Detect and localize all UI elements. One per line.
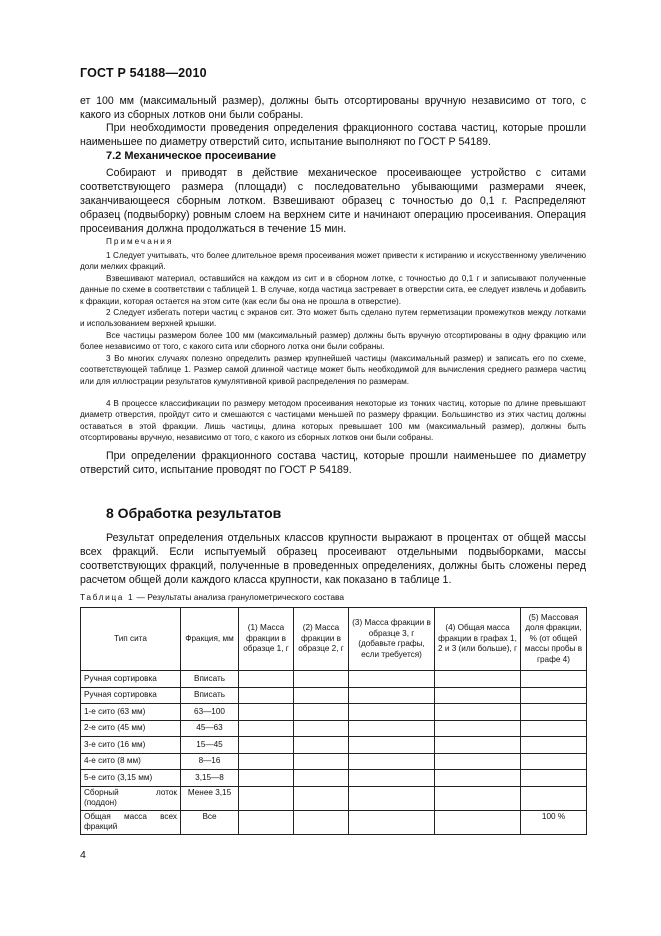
results-table	[80, 607, 587, 835]
cell-empty	[294, 810, 349, 834]
cell-sieve-type-line-1: Сборный лоток	[84, 787, 177, 797]
cell-empty	[349, 786, 435, 810]
table-row	[81, 786, 587, 810]
table-caption-text: — Результаты анализа гранулометрического состава	[134, 592, 344, 602]
cell-empty	[294, 687, 349, 704]
cell-empty	[435, 753, 521, 770]
cell-empty	[294, 720, 349, 737]
cell-fraction: 8—16	[181, 753, 239, 770]
paragraph-mechanical-sieving: Собирают и приводят в действие механическое просеивающее устройство с ситами соответствующего размера (площади) с последовательно убывающими размерами ячеек, заканчивающееся сборным лотком. Взвешивают образец с точностью до 0,1 г. Распределяют образец (подвыборку) ровным слоем на верхнем сите и начинают операцию просеивания. Операция просеивания должна продолжаться в течение 15 мин.	[80, 167, 586, 235]
cell-mass-fraction: 100 %	[521, 810, 587, 834]
header-mass-sample-2: (2) Масса фракции в образце 2, г	[294, 608, 349, 671]
cell-empty	[294, 753, 349, 770]
table-header-row	[81, 608, 587, 671]
table-caption	[80, 592, 344, 602]
cell-empty	[349, 770, 435, 787]
table-row	[81, 720, 587, 737]
cell-empty	[239, 786, 294, 810]
paragraph-results: Результат определения отдельных классов крупности выражают в процентах от общей массы всех фракций. Если испытуемый образец просеивают отдельными подвыборками, массы соответствующих фракций, полученные в проведенных определениях, должны быть сложены перед расчетом общей доли каждого класса крупности, как показано в таблице 1.	[80, 532, 586, 586]
cell-empty	[239, 687, 294, 704]
cell-fraction: Вписать	[181, 687, 239, 704]
cell-empty	[239, 753, 294, 770]
notes-heading: Примечания	[106, 237, 174, 246]
cell-sieve-type: 5-е сито (3,15 мм)	[81, 770, 181, 787]
header-mass-sample-1: (1) Масса фракции в образце 1, г	[239, 608, 294, 671]
header-total-mass: (4) Общая масса фракции в графах 1, 2 и 3 (или больше), г	[435, 608, 521, 671]
cell-sieve-type-line-2: фракций	[84, 822, 118, 831]
table-caption-prefix: Таблица 1	[80, 592, 135, 602]
paragraph-fine-fraction: При необходимости проведения определения фракционного состава частиц, которые прошли наименьшее по диаметру отверстий сито, испытание выполняют по ГОСТ Р 54189.	[80, 122, 586, 148]
cell-mass-fraction	[521, 671, 587, 688]
cell-sieve-type: 3-е сито (16 мм)	[81, 737, 181, 754]
header-sieve-type: Тип сита	[81, 608, 181, 671]
section-title-8: 8 Обработка результатов	[106, 505, 282, 521]
note-1: 1 Следует учитывать, что более длительное время просеивания может привести к истиранию и искусственному увеличению доли мелких фракций.	[80, 251, 586, 272]
cell-empty	[294, 671, 349, 688]
cell-empty	[239, 770, 294, 787]
note-2-continued: Все частицы размером более 100 мм (максимальный размер) должны быть вручную отсортированы в одну фракцию или более независимо от того, с какого сита или сборного лотка они были собраны.	[80, 331, 586, 352]
document-header: ГОСТ Р 54188—2010	[80, 66, 207, 80]
note-4: 4 В процессе классификации по размеру методом просеивания некоторые из тонких частиц, которые по длине превышают диаметр отверстия, пройдут сито и смешаются с частицами меньшей по размеру фракции. Большинство из этих частиц должны оставаться в этой фракции. Лишь частицы, длина которых превышает 100 мм (максимальный размер), должны быть отсортированы вручную, независимо от того, с какого из сборных лотков они были собраны.	[80, 399, 586, 442]
cell-fraction: Вписать	[181, 671, 239, 688]
cell-fraction: Менее 3,15	[181, 786, 239, 810]
cell-sieve-type: 4-е сито (8 мм)	[81, 753, 181, 770]
cell-mass-fraction	[521, 704, 587, 721]
cell-sieve-type: Ручная сортировка	[81, 687, 181, 704]
cell-empty	[435, 704, 521, 721]
cell-sieve-type-line-1: Общая масса всех	[84, 811, 177, 821]
cell-empty	[239, 671, 294, 688]
cell-empty	[435, 671, 521, 688]
cell-empty	[435, 786, 521, 810]
table-row	[81, 770, 587, 787]
cell-empty	[349, 687, 435, 704]
cell-fraction: 63—100	[181, 704, 239, 721]
cell-empty	[239, 810, 294, 834]
cell-mass-fraction	[521, 737, 587, 754]
cell-mass-fraction	[521, 753, 587, 770]
cell-empty	[435, 720, 521, 737]
paragraph-fine-fraction-2: При определении фракционного состава частиц, которые прошли наименьшее по диаметру отверстий сито, испытание проводят по ГОСТ Р 54189.	[80, 450, 586, 476]
cell-mass-fraction	[521, 786, 587, 810]
cell-mass-fraction	[521, 770, 587, 787]
page-number: 4	[80, 849, 86, 861]
cell-empty	[294, 737, 349, 754]
cell-empty	[435, 770, 521, 787]
cell-mass-fraction	[521, 687, 587, 704]
cell-fraction: 3,15—8	[181, 770, 239, 787]
note-1-continued: Взвешивают материал, оставшийся на каждом из сит и в сборном лотке, с точностью до 0,1 г и записывают полученные данные по схеме в соответствии с таблицей 1. В случае, когда частица застревает в отверстии сита, ее следует извлечь и добавить к фракции, которая остается на этом сите (как если бы она не прошла в отверстие).	[80, 274, 586, 306]
cell-fraction: Все	[181, 810, 239, 834]
cell-empty	[294, 770, 349, 787]
cell-empty	[435, 810, 521, 834]
table-row	[81, 753, 587, 770]
cell-empty	[239, 737, 294, 754]
cell-mass-fraction	[521, 720, 587, 737]
cell-fraction: 15—45	[181, 737, 239, 754]
header-fraction: Фракция, мм	[181, 608, 239, 671]
table-row	[81, 810, 587, 834]
subsection-title-7-2: 7.2 Механическое просеивание	[106, 150, 277, 162]
table-row	[81, 671, 587, 688]
cell-fraction: 45—63	[181, 720, 239, 737]
cell-sieve-type-line-2: (поддон)	[84, 798, 117, 807]
header-mass-fraction: (5) Массовая доля фракции, % (от общей массы пробы в графе 4)	[521, 608, 587, 671]
note-2: 2 Следует избегать потери частиц с экранов сит. Это может быть сделано путем герметизации промежутков между лотками и использованием верхней крышки.	[80, 308, 586, 329]
cell-empty	[349, 810, 435, 834]
cell-sieve-type	[81, 810, 181, 834]
cell-sieve-type	[81, 786, 181, 810]
cell-empty	[294, 786, 349, 810]
table-row	[81, 687, 587, 704]
cell-empty	[349, 704, 435, 721]
cell-empty	[294, 704, 349, 721]
header-mass-sample-3: (3) Масса фракции в образце 3, г (добавьте графы, если требуется)	[349, 608, 435, 671]
table-row	[81, 737, 587, 754]
cell-empty	[239, 704, 294, 721]
table-row	[81, 704, 587, 721]
paragraph-continuation: ет 100 мм (максимальный размер), должны быть отсортированы вручную независимо от того, с какого из сборных лотков они были собраны.	[80, 95, 586, 121]
cell-empty	[349, 720, 435, 737]
note-3: 3 Во многих случаях полезно определить размер крупнейшей частицы (максимальный размер) и записать его по схеме, соответствующей таблице 1. Размер самой длинной частице может быть необходимой для вычисления среднего размера частиц или для иллюстрации результатов кумулятивной кривой распределения по размерам.	[80, 354, 586, 386]
cell-empty	[435, 687, 521, 704]
cell-empty	[349, 671, 435, 688]
cell-empty	[239, 720, 294, 737]
cell-empty	[349, 753, 435, 770]
cell-sieve-type: Ручная сортировка	[81, 671, 181, 688]
cell-empty	[435, 737, 521, 754]
cell-sieve-type: 1-е сито (63 мм)	[81, 704, 181, 721]
cell-empty	[349, 737, 435, 754]
cell-sieve-type: 2-е сито (45 мм)	[81, 720, 181, 737]
